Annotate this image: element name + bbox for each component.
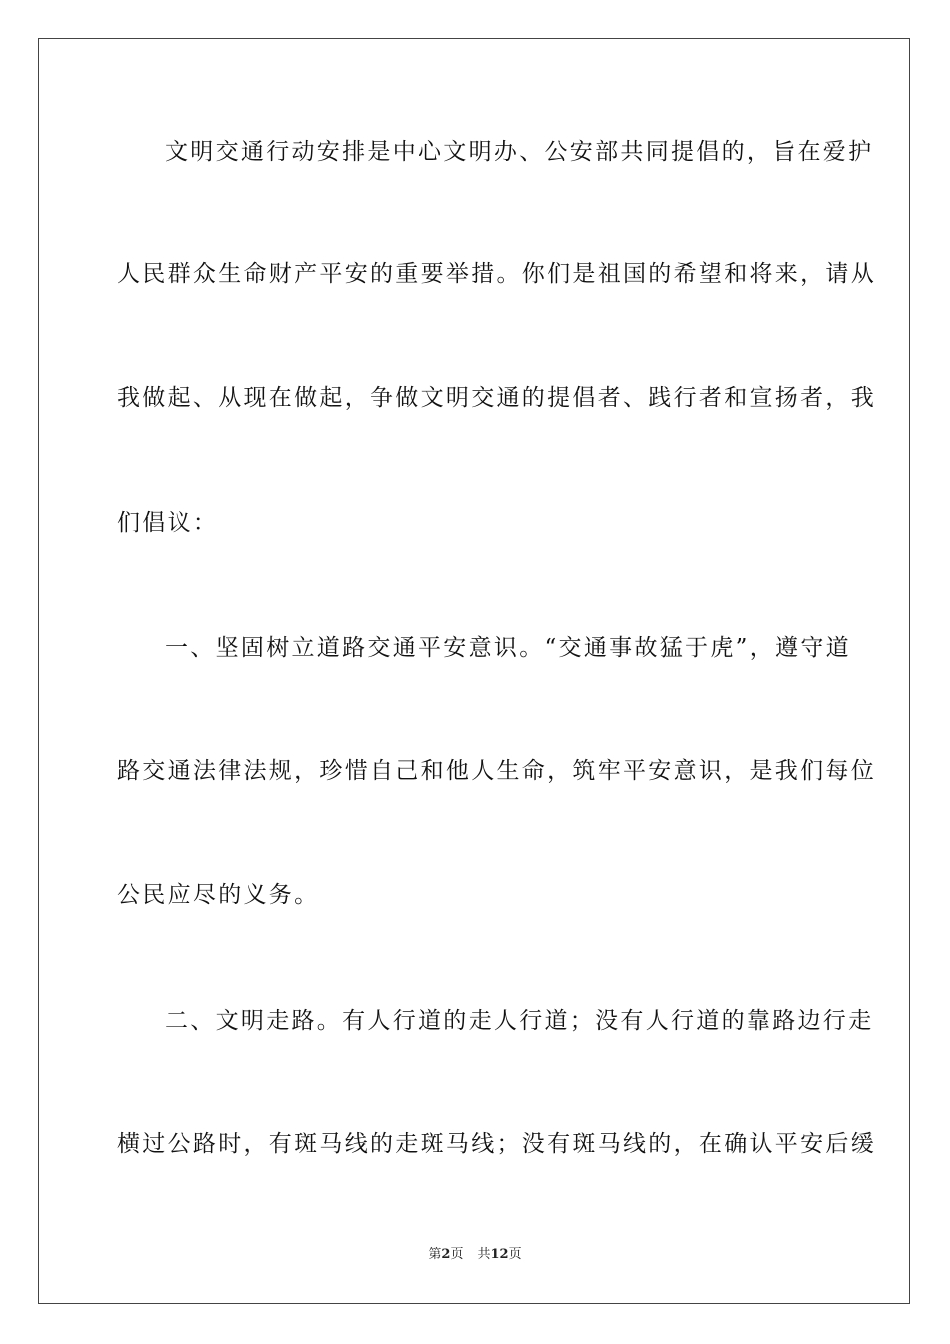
page-number: 2 [441, 1247, 451, 1262]
total-prefix: 共 [477, 1247, 491, 1262]
body-text-line: 人民群众生命财产平安的重要举措。你们是祖国的希望和将来，请从 [117, 261, 876, 287]
body-text-line: 公民应尽的义务。 [117, 882, 320, 908]
body-text-line: 横过公路时，有斑马线的走斑马线；没有斑马线的，在确认平安后缓 [117, 1131, 876, 1157]
body-text-line: 文明交通行动安排是中心文明办、公安部共同提倡的，旨在爱护 [165, 139, 874, 165]
body-text-line: 们倡议： [117, 510, 219, 536]
total-pages: 12 [490, 1247, 509, 1262]
body-text-line: 路交通法律法规，珍惜自己和他人生命，筑牢平安意识，是我们每位 [117, 758, 876, 784]
page-suffix: 页 [450, 1247, 464, 1262]
total-suffix: 页 [508, 1247, 522, 1262]
page-footer [0, 1246, 950, 1264]
page-border [38, 38, 910, 1304]
body-text-line: 我做起、从现在做起，争做文明交通的提倡者、践行者和宣扬者，我 [117, 385, 876, 411]
body-text-line: 二、文明走路。有人行道的走人行道；没有人行道的靠路边行走 [165, 1008, 874, 1034]
body-text-line: 一、坚固树立道路交通平安意识。“交通事故猛于虎”，遵守道 [165, 635, 851, 661]
page-prefix: 第 [428, 1247, 442, 1262]
